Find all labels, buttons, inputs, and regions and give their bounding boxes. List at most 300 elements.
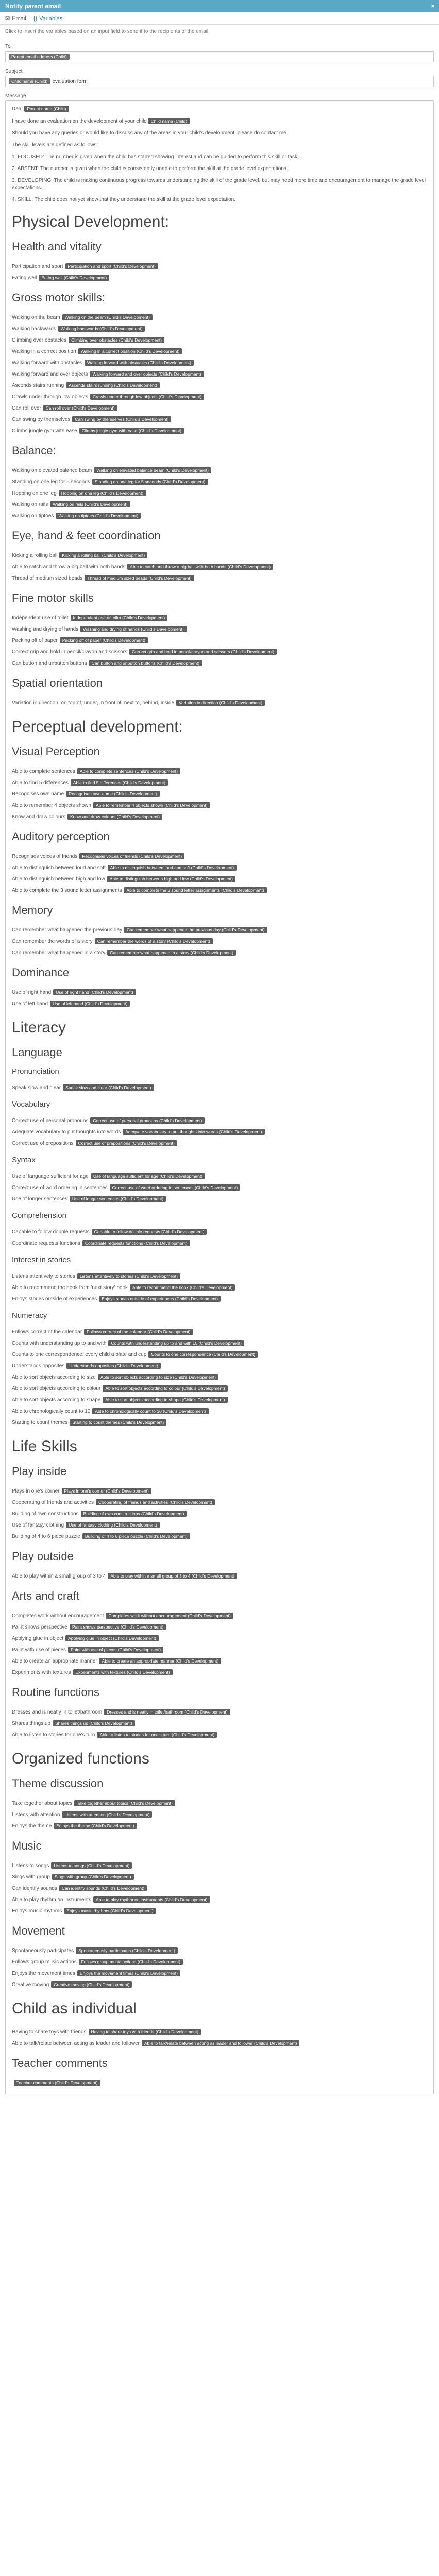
evaluation-item	[12, 1905, 427, 1917]
subsection-heading: Theme discussion	[12, 1777, 104, 1790]
evaluation-item-label: Walking on tiptoes	[12, 513, 54, 519]
evaluation-item-label: Climbing over obstacles	[12, 337, 67, 343]
variable-chip[interactable]: Follows group music actions (Child's Development)	[79, 1959, 183, 1965]
evaluation-item	[12, 1809, 427, 1820]
subsection-heading: Numeracy	[12, 1311, 47, 1320]
evaluation-item-label: Correct grip and hold in pencil/crayon and scissors	[12, 649, 127, 655]
variable-chip[interactable]: Walking on rails (Child's Development)	[50, 501, 130, 507]
variable-chip[interactable]: Walking forward with obstacles (Child's Development)	[85, 360, 194, 366]
brackets-icon: {}	[33, 15, 38, 22]
variable-chip[interactable]: Walking backwards (Child's Development)	[58, 326, 145, 332]
evaluation-item	[12, 1193, 427, 1205]
evaluation-item-label: Can remember what happened in a story	[12, 950, 106, 956]
variable-chip[interactable]: Understands opposites (Child's Development)	[66, 1363, 161, 1369]
variable-chip[interactable]: Washing and drying of hands (Child's Development)	[80, 626, 187, 632]
variable-chip[interactable]: Able to chronologically count to 10 (Child's Development)	[92, 1408, 208, 1414]
evaluation-item-label: Able to talk/relate between acting as leader and follower	[12, 2040, 140, 2046]
evaluation-item-label: Shares things up	[12, 1720, 51, 1726]
evaluation-item	[12, 635, 427, 646]
variable-chip[interactable]: Use of fantasy clothing (Child's Development)	[66, 1522, 160, 1528]
evaluation-item-label: Building of own constructions	[12, 1511, 79, 1517]
evaluation-item-label: Can roll over	[12, 405, 41, 411]
subsection-heading: Play outside	[12, 1550, 74, 1563]
subsection-heading: Movement	[12, 1924, 65, 1937]
variable-chip[interactable]: Use of left hand (Child's Development)	[50, 1001, 130, 1007]
subsection-heading: Play inside	[12, 1465, 67, 1478]
variable-chip[interactable]: Spontaneously participates (Child's Development)	[76, 1947, 178, 1954]
variable-chip[interactable]: Use of right hand (Child's Development)	[53, 989, 136, 995]
variable-chip[interactable]: Adequate vocabulary to put thoughts into words (Child's Development)	[123, 1129, 264, 1135]
section-heading: Perceptual development:	[12, 718, 183, 735]
tab-variables[interactable]	[33, 15, 62, 22]
evaluation-item	[12, 1718, 427, 1729]
variable-chip[interactable]: Speak slow and clear (Child's Development)	[63, 1084, 154, 1091]
evaluation-item	[12, 1633, 427, 1644]
evaluation-item-label: Cooperating of friends and activities	[12, 1499, 94, 1505]
variable-chip[interactable]: Able to remember 4 objects shown (Child's Development)	[93, 802, 210, 808]
intro-line: 1. FOCUSED: The number is given when the child has started showing interest and can be guided to perform this skill or task.	[12, 154, 299, 160]
variable-chip[interactable]: Can identify sounds (Child's Development)	[59, 1885, 147, 1891]
subject-label: Subject	[5, 69, 23, 74]
evaluation-item	[12, 402, 427, 414]
evaluation-item	[12, 1871, 427, 1883]
evaluation-item	[12, 1968, 427, 1979]
evaluation-item	[12, 1531, 427, 1542]
variable-chip[interactable]: Walking forward and over objects (Child's Development)	[90, 371, 204, 377]
evaluation-item	[12, 697, 427, 708]
evaluation-item	[12, 1860, 427, 1871]
evaluation-item-label: Able to catch and throw a big ball with both hands	[12, 564, 126, 570]
variable-chip[interactable]: Plays in one's corner (Child's Development)	[62, 1488, 151, 1494]
evaluation-item	[12, 1326, 427, 1337]
evaluation-item-label: Packing off of paper	[12, 637, 58, 643]
evaluation-item-label: Experiments with textures	[12, 1669, 71, 1675]
evaluation-item	[12, 272, 427, 283]
evaluation-item	[12, 368, 427, 380]
tab-email-label: Email	[12, 15, 26, 22]
tab-email[interactable]	[5, 15, 26, 22]
evaluation-item	[12, 2077, 427, 2089]
evaluation-item-label: Able to sort objects according to colour	[12, 1385, 101, 1392]
evaluation-item-label: Walking in a correct position	[12, 348, 76, 354]
subsection-heading: Eye, hand & feet coordination	[12, 529, 161, 542]
evaluation-item-label: Eating well	[12, 275, 37, 281]
evaluation-item-label: Speak slow and clear	[12, 1084, 61, 1091]
to-label: To	[5, 44, 11, 49]
evaluation-item-label: Variation in direction: on top of, under, in front of, next to, behind, inside	[12, 700, 175, 706]
message-field-group	[0, 93, 439, 99]
evaluation-item	[12, 1405, 427, 1417]
subject-field-group	[0, 69, 439, 87]
evaluation-item	[12, 1894, 427, 1905]
message-label: Message	[5, 93, 26, 99]
variable-chip[interactable]: Hopping on one leg (Child's Development)	[59, 490, 146, 496]
variable-chip[interactable]: Use of longer sentences (Child's Development)	[70, 1196, 166, 1202]
tab-variables-label: Variables	[39, 15, 63, 22]
evaluation-item	[12, 1394, 427, 1405]
evaluation-item	[12, 1820, 427, 1832]
evaluation-sections	[12, 213, 427, 2089]
variable-chip[interactable]: Take together about topics (Child's Development)	[74, 1800, 175, 1806]
intro-line: 4. SKILL: The child does not yet show that they understand the skill at the grade level expectation.	[12, 197, 235, 202]
variable-chip[interactable]: Participation and sport (Child's Development)	[65, 263, 158, 269]
evaluation-item	[12, 1883, 427, 1894]
evaluation-item	[12, 1371, 427, 1383]
evaluation-item	[12, 1655, 427, 1667]
evaluation-item	[12, 1337, 427, 1349]
evaluation-item	[12, 1238, 427, 1249]
evaluation-item-label: Use of longer sentences	[12, 1196, 67, 1202]
evaluation-item	[12, 1621, 427, 1633]
subsection-heading: Spatial orientation	[12, 676, 103, 689]
evaluation-item	[12, 1171, 427, 1182]
evaluation-item	[12, 346, 427, 357]
variable-chip[interactable]: Starting to count themes (Child's Development)	[70, 1419, 166, 1426]
variable-chip[interactable]: Dresses and is neatly in toilet/bathroom (Child's Development)	[104, 1709, 230, 1715]
evaluation-item	[12, 1383, 427, 1394]
variable-chip[interactable]: Creative moving (Child's Development)	[51, 1981, 132, 1988]
evaluation-item	[12, 1706, 427, 1718]
evaluation-item	[12, 1497, 427, 1508]
evaluation-item-label: Listens with attention	[12, 1811, 60, 1818]
evaluation-item	[12, 357, 427, 368]
variable-chip[interactable]: Experiments with textures (Child's Development)	[73, 1669, 173, 1675]
subsection-heading: Syntax	[12, 1156, 36, 1164]
evaluation-item	[12, 465, 427, 476]
evaluation-item	[12, 312, 427, 323]
evaluation-item	[12, 947, 427, 958]
variable-chip[interactable]: Child name (Child)	[148, 118, 190, 124]
evaluation-item	[12, 1570, 427, 1582]
evaluation-item-label: Spontaneously participates	[12, 1947, 74, 1954]
variable-chip[interactable]: Walking on tiptoes (Child's Development)	[56, 513, 141, 519]
variable-chip[interactable]: Able to catch and throw a big ball with both hands (Child's Development)	[127, 564, 273, 570]
variable-chip[interactable]: Kicking a rolling ball (Child's Development)	[59, 552, 147, 558]
evaluation-item-label: Sings with group	[12, 1874, 50, 1880]
evaluation-item-label: Creative moving	[12, 1981, 49, 1988]
evaluation-item	[12, 885, 427, 896]
evaluation-item-label: Ascends stairs running	[12, 382, 64, 388]
evaluation-item-label: Use of right hand	[12, 989, 52, 995]
subsection-heading: Comprehension	[12, 1211, 66, 1220]
variable-chip[interactable]: Parent name (Child)	[24, 106, 69, 112]
evaluation-item-label: Enjoys the theme	[12, 1823, 52, 1829]
variable-chip[interactable]: Can remember what happened in a story (Child's Development)	[107, 950, 236, 956]
variable-chip[interactable]: Applying glue in object (Child's Development)	[65, 1635, 159, 1641]
evaluation-item	[12, 425, 427, 436]
section-heading: Child as individual	[12, 2000, 137, 2017]
variable-chip[interactable]: Ascends stairs running (Child's Development)	[66, 382, 160, 388]
variable-chip[interactable]: Able to play rhythm on instruments (Child's Development)	[93, 1896, 210, 1903]
envelope-icon: ✉	[5, 15, 10, 22]
variable-chip[interactable]: Cooperating of friends and activities (Child's Development)	[96, 1499, 215, 1505]
subsection-heading: Routine functions	[12, 1686, 99, 1699]
evaluation-item	[12, 623, 427, 635]
evaluation-item-label: Use of left hand	[12, 1001, 48, 1007]
variable-chip[interactable]: Able to sort objects according to colour (Child's Development)	[103, 1385, 227, 1392]
evaluation-item-label: Able to distinguish between loud and soft	[12, 865, 106, 871]
evaluation-item	[12, 1138, 427, 1149]
evaluation-item-label: Enjoys music rhythms	[12, 1908, 62, 1914]
evaluation-item	[12, 873, 427, 885]
evaluation-item-label: Able to complete the 3 sound letter assignments	[12, 887, 122, 893]
variable-chip[interactable]: Counts with understanding up to and with 10 (Child's Development)	[108, 1340, 244, 1346]
greeting-line	[12, 105, 427, 113]
evaluation-item	[12, 646, 427, 657]
intro-line: 2. ABSENT: The number is given when the child is consistently unable to perform the skill at the grade level expectations.	[12, 166, 288, 172]
subsection-heading: Auditory perception	[12, 830, 110, 843]
evaluation-item	[12, 510, 427, 521]
evaluation-item	[12, 1115, 427, 1126]
variable-chip[interactable]: Able to play within a small group of 3 to 4 (Child's Development)	[108, 1573, 237, 1579]
evaluation-item-label: Kicking a rolling ball	[12, 552, 58, 558]
close-icon[interactable]: ×	[431, 2, 435, 10]
evaluation-item-label: Know and draw colours	[12, 814, 65, 820]
evaluation-item-label: Counts with understanding up to and with	[12, 1340, 107, 1346]
evaluation-item-label: Standing on one leg for 5 seconds	[12, 479, 90, 485]
intro-line: Should you have any queries or would like to discuss any of the areas in your child's development, please do contact me.	[12, 130, 288, 136]
evaluation-item	[12, 987, 427, 998]
variable-chip[interactable]: Shares things up (Child's Development)	[53, 1720, 135, 1726]
variable-chip[interactable]: Able to listen to stories for one's turn (Child's Development)	[97, 1732, 217, 1738]
evaluation-item-label: Thread of medium sized beads	[12, 575, 83, 581]
variable-chip[interactable]: Capable to follow double requests (Child's Development)	[92, 1229, 207, 1235]
evaluation-item-label: Take together about topics	[12, 1800, 73, 1806]
greeting-text: Dear	[12, 106, 23, 112]
evaluation-item-label: Walking forward and over objects	[12, 371, 88, 377]
evaluation-item-label: Recognises voices of friends	[12, 853, 78, 859]
evaluation-item	[12, 924, 427, 936]
evaluation-item	[12, 2026, 427, 2038]
evaluation-item-label: Able to sort objects according to shape	[12, 1397, 101, 1403]
variable-chip[interactable]: Completes work without encouragement (Child's Development)	[106, 1613, 233, 1619]
variable-chip[interactable]: Counts to one correspondence (Child's Development)	[148, 1351, 258, 1358]
variable-chip[interactable]: Climbs jungle gym with ease (Child's Development)	[79, 428, 184, 434]
variable-chip[interactable]: Building of 4 to 6 piece puzzle (Child's Development)	[82, 1533, 190, 1539]
variable-chip[interactable]: Recognises own name (Child's Development)	[66, 791, 160, 797]
variable-chip[interactable]: Crawls under through low objects (Child's Development)	[90, 394, 204, 400]
variable-chip[interactable]: Correct use of prepositions (Child's Development)	[76, 1140, 177, 1146]
evaluation-item-label: Paint shows perspective	[12, 1624, 67, 1630]
evaluation-item	[12, 1082, 427, 1093]
subsection-heading: Fine motor skills	[12, 591, 94, 604]
evaluation-item-label: Walking on elevated balance beam	[12, 467, 92, 473]
evaluation-item-label: Plays in one's corner	[12, 1488, 60, 1494]
evaluation-item	[12, 657, 427, 669]
variable-chip[interactable]: Enjoys music rhythms (Child's Development)	[64, 1908, 156, 1914]
evaluation-item-label: Can remember the words of a story	[12, 938, 93, 944]
variable-chip[interactable]: Listens with attention (Child's Development)	[62, 1811, 152, 1818]
evaluation-item-label: Walking forward with obstacles	[12, 360, 82, 366]
evaluation-item-label: Walking backwards	[12, 326, 56, 332]
evaluation-item	[12, 998, 427, 1009]
variable-chip[interactable]: Can remember the words of a story (Child's Development)	[95, 938, 213, 944]
variable-chip[interactable]: Teacher comments (Child's Development)	[14, 2080, 100, 2086]
variable-chip[interactable]: Sings with group (Child's Development)	[52, 1874, 134, 1880]
variable-chip[interactable]: Correct grip and hold in pencil/crayon and scissors (Child's Development)	[129, 649, 277, 655]
message-editor[interactable]	[5, 100, 434, 2094]
variable-chip[interactable]: Able to sort objects according to shape (Child's Development)	[103, 1397, 227, 1403]
evaluation-item	[12, 811, 427, 822]
section-heading: Literacy	[12, 1019, 66, 1036]
evaluation-item	[12, 1485, 427, 1497]
evaluation-item	[12, 1610, 427, 1621]
evaluation-item	[12, 862, 427, 873]
evaluation-item-label: Applying glue in object	[12, 1635, 64, 1641]
variable-chip[interactable]: Eating well (Child's Development)	[39, 275, 109, 281]
variable-chip[interactable]: Enjoys the theme (Child's Development)	[54, 1823, 137, 1829]
variable-chip[interactable]: Variation in direction (Child's Development)	[176, 700, 265, 706]
variable-chip[interactable]: Paint with use of pieces (Child's Development)	[68, 1647, 163, 1653]
evaluation-item	[12, 1126, 427, 1138]
evaluation-item-label: Dresses and is neatly in toilet/bathroom	[12, 1709, 103, 1715]
evaluation-item	[12, 800, 427, 811]
variable-chip[interactable]: Building of own constructions (Child's Development)	[81, 1511, 187, 1517]
variable-chip[interactable]: Correct use of personal pronouns (Child's Development)	[90, 1117, 205, 1124]
evaluation-item-label: Able to remember 4 objects shown	[12, 802, 91, 808]
variable-chip[interactable]: Standing on one leg for 5 seconds (Child's Development)	[92, 479, 208, 485]
variable-chip[interactable]: Thread of medium sized beads (Child's Development)	[85, 575, 194, 581]
variable-chip[interactable]: Child name (Child)	[9, 78, 50, 84]
subsection-heading: Vocabulary	[12, 1100, 50, 1109]
evaluation-item-label: Follows group music actions	[12, 1959, 77, 1965]
variable-chip[interactable]: Can swing by themselves (Child's Development)	[72, 416, 171, 422]
evaluation-item-label: Climbs jungle gym with ease	[12, 428, 77, 434]
evaluation-item-label: Able to play within a small group of 3 to 4	[12, 1573, 106, 1579]
evaluation-item	[12, 334, 427, 346]
evaluation-item	[12, 851, 427, 862]
evaluation-item	[12, 261, 427, 272]
variable-chip[interactable]: Able to talk/relate between acting as leader and follower (Child's Development)	[142, 2040, 299, 2046]
evaluation-item-label: Use of language sufficient for age	[12, 1173, 89, 1179]
variable-chip[interactable]: Having to share toys with friends (Child's Development)	[89, 2029, 201, 2035]
subsection-heading: Health and vitality	[12, 240, 102, 253]
variable-chip[interactable]: Can remember what happened the previous day (Child's Development)	[124, 927, 267, 933]
variable-chip[interactable]: Climbing over obstacles (Child's Development)	[69, 337, 164, 343]
evaluation-item	[12, 487, 427, 499]
evaluation-item-label: Able to complete sentences	[12, 768, 75, 774]
evaluation-item-label: Can identify sounds	[12, 1885, 57, 1891]
section-heading: Life Skills	[12, 1438, 77, 1455]
evaluation-item-label: Completes work without encouragement	[12, 1613, 104, 1619]
evaluation-item	[12, 561, 427, 572]
evaluation-item	[12, 1360, 427, 1371]
to-field-group	[0, 44, 439, 62]
variable-chip[interactable]: Able to find 5 differences (Child's Development)	[71, 779, 168, 786]
evaluation-item	[12, 1282, 427, 1293]
evaluation-item	[12, 1644, 427, 1655]
evaluation-item-label: Washing and drying of hands	[12, 626, 79, 632]
variable-chip[interactable]: Able to distinguish between loud and soft (Child's Development)	[108, 865, 237, 871]
evaluation-item-label: Listens attentively to stories	[12, 1273, 75, 1279]
evaluation-item-label: Starting to count themes	[12, 1419, 68, 1426]
variable-chip[interactable]: Correct use of word ordering in sentences (Child's Development)	[110, 1184, 241, 1191]
variable-chip[interactable]: Parent email address (Child)	[9, 54, 70, 60]
evaluation-item	[12, 572, 427, 584]
variable-chip[interactable]: Coordinate requests functions (Child's Development)	[82, 1240, 190, 1246]
evaluation-item-label: Having to share toys with friends	[12, 2029, 87, 2035]
evaluation-item-label: Able to distinguish between high and low	[12, 876, 105, 882]
evaluation-item	[12, 777, 427, 788]
variable-chip[interactable]: Listens to songs (Child's Development)	[51, 1862, 132, 1869]
variable-chip[interactable]: Listens attentively to stories (Child's Development)	[77, 1273, 180, 1279]
variable-chip[interactable]: Able to distinguish between high and low (Child's Development)	[107, 876, 235, 882]
evaluation-item-label: Capable to follow double requests	[12, 1229, 90, 1235]
variable-chip[interactable]: Enjoys the movement times (Child's Development)	[77, 1970, 180, 1976]
variable-chip[interactable]: Packing off of paper (Child's Development)	[60, 637, 148, 643]
variable-chip[interactable]: Know and draw colours (Child's Development)	[67, 814, 162, 820]
evaluation-item	[12, 550, 427, 561]
variable-chip[interactable]: Able to sort objects according to size (Child's Development)	[98, 1374, 218, 1380]
subsection-heading: Music	[12, 1839, 42, 1852]
subsection-heading: Memory	[12, 904, 53, 917]
variable-chip[interactable]: Can roll over (Child's Development)	[43, 405, 117, 411]
variable-chip[interactable]: Able to complete the 3 sound letter assignments (Child's Development)	[124, 887, 266, 893]
evaluation-item	[12, 499, 427, 510]
variable-chip[interactable]: Walking on elevated balance beam (Child's Development)	[94, 467, 211, 473]
variable-chip[interactable]: Independent use of toilet (Child's Development)	[71, 615, 168, 621]
evaluation-item-label: Correct use of word ordering in sentences	[12, 1184, 108, 1191]
variable-chip[interactable]: Can button and unbutton buttons (Child's Development)	[89, 660, 202, 666]
evaluation-item-label: Paint with use of pieces	[12, 1647, 66, 1653]
subsection-heading: Language	[12, 1046, 62, 1059]
subject-input[interactable]	[5, 76, 434, 87]
evaluation-item	[12, 936, 427, 947]
evaluation-item-label: Participation and sport	[12, 263, 63, 269]
evaluation-item	[12, 788, 427, 800]
evaluation-item	[12, 391, 427, 402]
evaluation-item	[12, 766, 427, 777]
variable-chip[interactable]: Walking on the beam (Child's Development)	[62, 314, 153, 320]
evaluation-item-label: Crawls under through low objects	[12, 394, 88, 400]
variable-chip[interactable]: Enjoys stories outside of experiences (Child's Development)	[99, 1296, 221, 1302]
section-heading: Organized functions	[12, 1750, 149, 1767]
variable-chip[interactable]: Paint shows perspective (Child's Development)	[70, 1624, 166, 1630]
subsection-heading: Balance:	[12, 444, 56, 457]
subsection-heading: Dominance	[12, 966, 70, 979]
subsection-heading: Arts and craft	[12, 1589, 79, 1602]
evaluation-item	[12, 380, 427, 391]
variable-chip[interactable]: Recognises voices of friends (Child's Development)	[79, 853, 184, 859]
evaluation-item-label: Understands opposites	[12, 1363, 65, 1369]
variable-chip[interactable]: Able to complete sentences (Child's Development)	[77, 768, 180, 774]
subject-suffix: evaluation form	[52, 78, 88, 84]
evaluation-item	[12, 1226, 427, 1238]
subsection-heading: Visual Perception	[12, 745, 100, 758]
window-title: Notify parent email	[5, 3, 61, 10]
subsection-heading: Pronunciation	[12, 1067, 59, 1076]
subsection-heading: Interest in stories	[12, 1256, 71, 1264]
evaluation-item	[12, 1979, 427, 1990]
evaluation-item	[12, 612, 427, 623]
evaluation-item-label: Can swing by themselves	[12, 416, 71, 422]
to-input[interactable]	[5, 51, 434, 62]
variable-chip[interactable]: Walking in a correct position (Child's Development)	[78, 348, 182, 354]
variable-chip[interactable]: Follows correct of the calendar (Child's Development)	[84, 1329, 193, 1335]
evaluation-item-label: Follows correct of the calendar	[12, 1329, 82, 1335]
variable-chip[interactable]: Able to recommend the book (Child's Development)	[130, 1284, 235, 1291]
variable-chip[interactable]: Able to create an appropriate manner (Child's Development)	[99, 1658, 222, 1664]
evaluation-item-label: Independent use of toilet	[12, 615, 69, 621]
evaluation-item	[12, 1293, 427, 1304]
intro-line: 3. DEVELOPING: The child is making continuous progress towards understanding the skill of the grade level, but may need more time and encouragement to manage the grade level expectations.	[12, 178, 426, 191]
evaluation-item	[12, 2038, 427, 2049]
evaluation-item	[12, 1349, 427, 1360]
evaluation-item	[12, 1667, 427, 1678]
evaluation-item	[12, 1508, 427, 1519]
evaluation-item	[12, 1956, 427, 1968]
variable-chip[interactable]: Use of language sufficient for age (Child's Development)	[91, 1173, 205, 1179]
